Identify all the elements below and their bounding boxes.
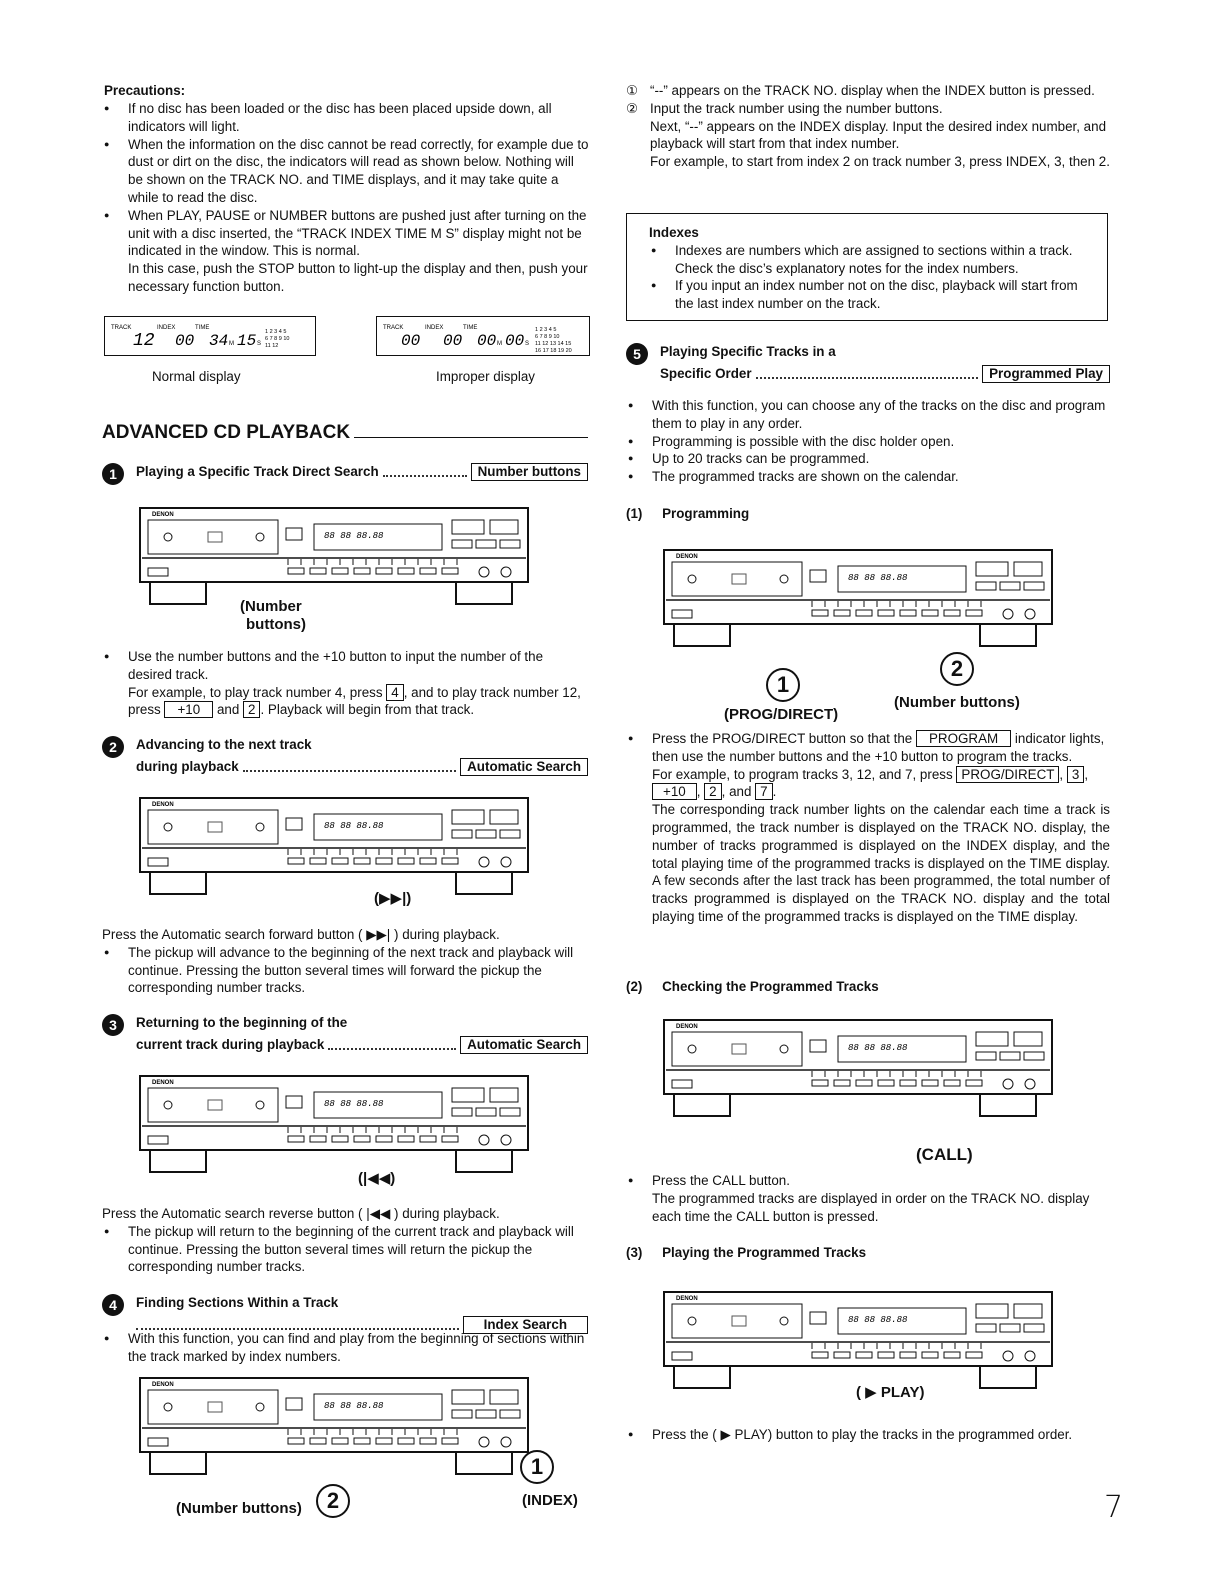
section-4-body [102,1330,588,1366]
precaution-continuation: In this case, push the STOP button to light-up the display and then, push your necessary function button. [128,261,588,294]
cd-player-drawing [662,548,1054,650]
programming-example: For example, to program tracks 3, 12, and 7, press PROG/DIRECT , 3 , +10 , 2 , and 7 . [652,766,1089,800]
section-3-number: 3 [102,1014,124,1036]
brand-label: DENON [152,512,174,518]
svg-text:88 88 88.88: 88 88 88.88 [324,1401,384,1411]
cd-player-drawing [138,1376,530,1478]
svg-text:00: 00 [401,332,421,350]
body-text: Press the PROG/DIRECT button so that the [652,731,913,746]
section-3-heading [102,1014,588,1054]
cd-player-illustration-2 [138,796,530,903]
section-2-key: Automatic Search [460,758,588,776]
svg-text:TRACK: TRACK [111,325,132,331]
page-number: 7 [1104,1490,1124,1525]
section-4-title: Finding Sections Within a Track [136,1295,339,1310]
cd-player-illustration-4 [138,1376,530,1483]
svg-text:00: 00 [443,332,463,350]
svg-text:88 88 88.88: 88 88 88.88 [848,573,908,583]
svg-text:S: S [257,341,262,347]
section-2-title-line2: during playback [136,759,239,774]
programming-num: (1) [626,506,643,521]
section-4-key: Index Search [463,1316,588,1334]
precaution-item: ● When PLAY, PAUSE or NUMBER buttons are pushed just after turning on the unit with a disc inserted, the “TRACK INDEX TIME M S” display might not be indicated in the window. This is normal. [102,207,590,260]
normal-display-readout [105,317,315,355]
callout-number-line1: (Number [240,598,302,615]
checking-num: (2) [626,979,643,994]
indexes-note-box [626,213,1108,321]
svg-text:00: 00 [505,332,525,350]
callout-number-buttons: (Number buttons) [176,1500,302,1517]
precautions-list [102,100,590,296]
dot-leader [756,365,979,379]
section-1-number: 1 [102,463,124,485]
playing-bullet: ● Press the ( ▶ PLAY) button to play the tracks in the programmed order. [626,1426,1110,1444]
cd-player-drawing [662,1290,1054,1392]
precautions-title: Precautions: [104,83,186,98]
dot-leader [136,1316,459,1330]
checking-bullet: ● Press the CALL button. [626,1172,1110,1190]
key-2: 2 [704,783,721,800]
section-3-bullet: ● The pickup will return to the beginning of the current track and playback will continue. Pressing the button several times will return the pickup the corresponding number tracks. [102,1223,588,1276]
step-1-marker: 1 [520,1450,554,1484]
section-5-bullet: ● The programmed tracks are shown on the calendar. [626,468,1110,486]
programming-bullet [626,730,1110,766]
svg-text:88 88 88.88: 88 88 88.88 [324,1099,384,1109]
svg-text:INDEX: INDEX [425,325,444,331]
section-5-bullet: ● Up to 20 tracks can be programmed. [626,450,1110,468]
improper-display-box [376,316,590,356]
cd-player-illustration-1 [138,506,530,613]
brand-label: DENON [676,1296,698,1302]
svg-text:TRACK: TRACK [383,325,404,331]
precaution-item: ● If no disc has been loaded or the disc has been placed upside down, all indicators will light. [102,100,590,136]
step-2-marker: 2 [316,1484,350,1518]
checking-body [626,1172,1110,1225]
key-4: 4 [386,684,403,701]
section-5-bullet: ● Programming is possible with the disc holder open. [626,433,1110,451]
dot-leader [328,1036,456,1050]
normal-display-box [104,316,316,356]
svg-text:88 88 88.88: 88 88 88.88 [324,821,384,831]
section-1-example [102,684,588,720]
svg-text:00: 00 [477,332,497,350]
advanced-heading [102,424,588,442]
programming-detail: The corresponding track number lights on the calendar each time a track is programmed, the track number is displayed on the TRACK NO. display, the number of tracks programmed is displayed on the INDEX display, and the total playing time of the programmed tracks is displayed on the TIME display. A few seconds after the last track has been programmed, the total number of tracks programmed is displayed on the TRACK NO. display and the total playing time of the programmed tracks is displayed on the TIME display. [652,802,1110,924]
example-text: and [216,702,240,718]
key-program: PROGRAM [916,730,1011,747]
cd-player-illustration-6 [662,1018,1054,1125]
svg-text:TIME: TIME [195,325,210,331]
improper-display-readout [377,317,589,355]
section-5-key: Programmed Play [982,365,1110,383]
svg-text:6 7 8 9 10: 6 7 8 9 10 [265,336,290,342]
section-4-number: 4 [102,1294,124,1316]
step-number: ① [626,83,639,98]
key-3: 3 [1067,766,1084,783]
index-step-2-cont: Next, “--” appears on the INDEX display. Input the desired index number, and playback will start from that index number. [650,118,1107,152]
cd-player-illustration-5 [662,548,1054,655]
section-1-bullet: ● Use the number buttons and the +10 button to input the number of the desired track. [102,648,588,684]
playing-body [626,1426,1110,1444]
svg-text:S: S [525,341,530,347]
precaution-item: ● When the information on the disc cannot be read correctly, for example due to dust or dirt on the disc, the indicators will read as shown below. Nothing will be shown on the TRACK NO. and TIME displays, and it may take quite a while to read the disc. [102,136,590,207]
callout-call: (CALL) [916,1145,973,1164]
programming-body [626,730,1110,926]
body-text: , and [721,784,752,800]
svg-text:16 17 18 19 20: 16 17 18 19 20 [535,348,572,354]
svg-text:15: 15 [237,332,257,350]
playing-title: Playing the Programmed Tracks [662,1245,867,1260]
cd-player-drawing [662,1018,1054,1120]
section-3-lead: Press the Automatic search reverse button ( |◀◀ ) during playback. [102,1206,500,1221]
svg-text:88 88 88.88: 88 88 88.88 [324,531,384,541]
svg-text:88 88 88.88: 88 88 88.88 [848,1043,908,1053]
svg-text:M: M [229,341,234,347]
section-5-title-line2: Specific Order [660,366,752,381]
section-4-bullet: ● With this function, you can find and play from the beginning of sections within the track marked by index numbers. [102,1330,588,1366]
svg-text:6 7 8 9 10: 6 7 8 9 10 [535,334,560,340]
programming-title: Programming [662,506,750,521]
section-2-number: 2 [102,736,124,758]
section-5-body [626,397,1110,486]
section-5-heading [626,343,1110,383]
example-text: For example, to play track number 4, press [128,684,383,700]
svg-text:INDEX: INDEX [157,325,176,331]
callout-forward-skip: (▶▶|) [374,890,412,907]
index-step-2-example: For example, to start from index 2 on track number 3, press INDEX, 3, then 2. [650,154,1110,170]
section-2-bullet: ● The pickup will advance to the beginning of the next track and playback will continue. Pressing the button several times will forward the pickup the corresponding number tracks. [102,944,588,997]
cd-player-drawing [138,506,530,608]
checking-heading [626,978,879,996]
callout-index: (INDEX) [522,1492,578,1509]
svg-text:M: M [497,341,502,347]
section-5-bullet: ● With this function, you can choose any of the tracks on the disc and program them to play in any order. [626,397,1110,433]
indexes-item: ● Indexes are numbers which are assigned to sections within a track. Check the disc’s explanatory notes for the index numbers. [649,242,1083,278]
step-1-marker: 1 [766,668,800,702]
cd-player-illustration-3 [138,1074,530,1181]
callout-number-line2: buttons) [246,616,306,633]
checking-cont: The programmed tracks are displayed in order on the TRACK NO. display each time the CALL button is pressed. [652,1190,1090,1224]
programming-heading [626,505,749,523]
body-text: For example, to program tracks 3, 12, and 7, press [652,766,953,782]
section-3-title-line1: Returning to the beginning of the [136,1015,348,1030]
brand-label: DENON [676,554,698,560]
index-steps [626,82,1110,171]
indexes-item: ● If you input an index number not on the disc, playback will start from the last index number on the track. [649,277,1083,313]
cd-player-illustration-7 [662,1290,1054,1397]
body-text: indicator lights, then use the number buttons and the +10 button to program the tracks. [652,731,1105,764]
svg-text:34: 34 [209,332,229,350]
index-step-2 [626,100,1110,118]
brand-label: DENON [152,1080,174,1086]
svg-text:1 2 3 4 5: 1 2 3 4 5 [265,329,287,335]
playing-num: (3) [626,1245,643,1260]
svg-text:11 12 13 14 15: 11 12 13 14 15 [535,341,572,347]
section-2-heading [102,736,588,776]
section-3-key: Automatic Search [460,1036,588,1054]
step-text: Input the track number using the number buttons. [650,100,943,116]
key-plus10: +10 [164,701,213,718]
index-step-1 [626,82,1110,100]
brand-label: DENON [152,802,174,808]
section-4-heading [102,1294,588,1334]
section-2-body [102,926,588,997]
heading-rule [354,437,588,438]
key-prog-direct: PROG/DIRECT [956,766,1059,783]
section-1-title: Playing a Specific Track Direct Search [136,464,379,479]
callout-play: ( ▶ PLAY) [856,1384,925,1401]
callout-reverse-skip: (|◀◀) [358,1170,396,1187]
cd-player-drawing [138,796,530,898]
checking-title: Checking the Programmed Tracks [662,979,879,994]
section-5-number: 5 [626,343,648,365]
key-7: 7 [755,783,772,800]
svg-text:1 2 3 4 5: 1 2 3 4 5 [535,327,557,333]
section-2-lead: Press the Automatic search forward button ( ▶▶| ) during playback. [102,927,500,942]
callout-number-buttons: (Number buttons) [894,694,1020,711]
brand-label: DENON [676,1024,698,1030]
section-1-heading [102,463,588,485]
section-1-key: Number buttons [471,463,588,481]
svg-text:12: 12 [133,331,155,351]
brand-label: DENON [152,1382,174,1388]
playing-heading [626,1244,866,1262]
svg-text:00: 00 [175,332,195,350]
svg-text:88 88 88.88: 88 88 88.88 [848,1315,908,1325]
step-text: “--” appears on the TRACK NO. display when the INDEX button is pressed. [650,83,1095,98]
dot-leader [243,758,456,772]
example-text: . Playback will begin from that track. [260,702,475,718]
svg-text:11 12: 11 12 [265,343,279,349]
improper-display-label: Improper display [436,369,535,384]
section-2-title-line1: Advancing to the next track [136,737,312,752]
key-2: 2 [243,701,260,718]
advanced-title: ADVANCED CD PLAYBACK [102,422,351,443]
section-3-body [102,1205,588,1276]
dot-leader [383,463,467,477]
indexes-title: Indexes [649,225,699,240]
section-3-title-line2: current track during playback [136,1037,325,1052]
section-5-title-line1: Playing Specific Tracks in a [660,344,836,359]
svg-text:TIME: TIME [463,325,478,331]
example-text: , and to play track number 12, press [128,684,581,718]
section-1-body [102,648,588,719]
key-plus10: +10 [652,783,697,800]
step-2-marker: 2 [940,652,974,686]
callout-prog-direct: (PROG/DIRECT) [724,706,839,723]
cd-player-drawing [138,1074,530,1176]
normal-display-label: Normal display [152,369,241,384]
step-number: ② [626,100,639,116]
